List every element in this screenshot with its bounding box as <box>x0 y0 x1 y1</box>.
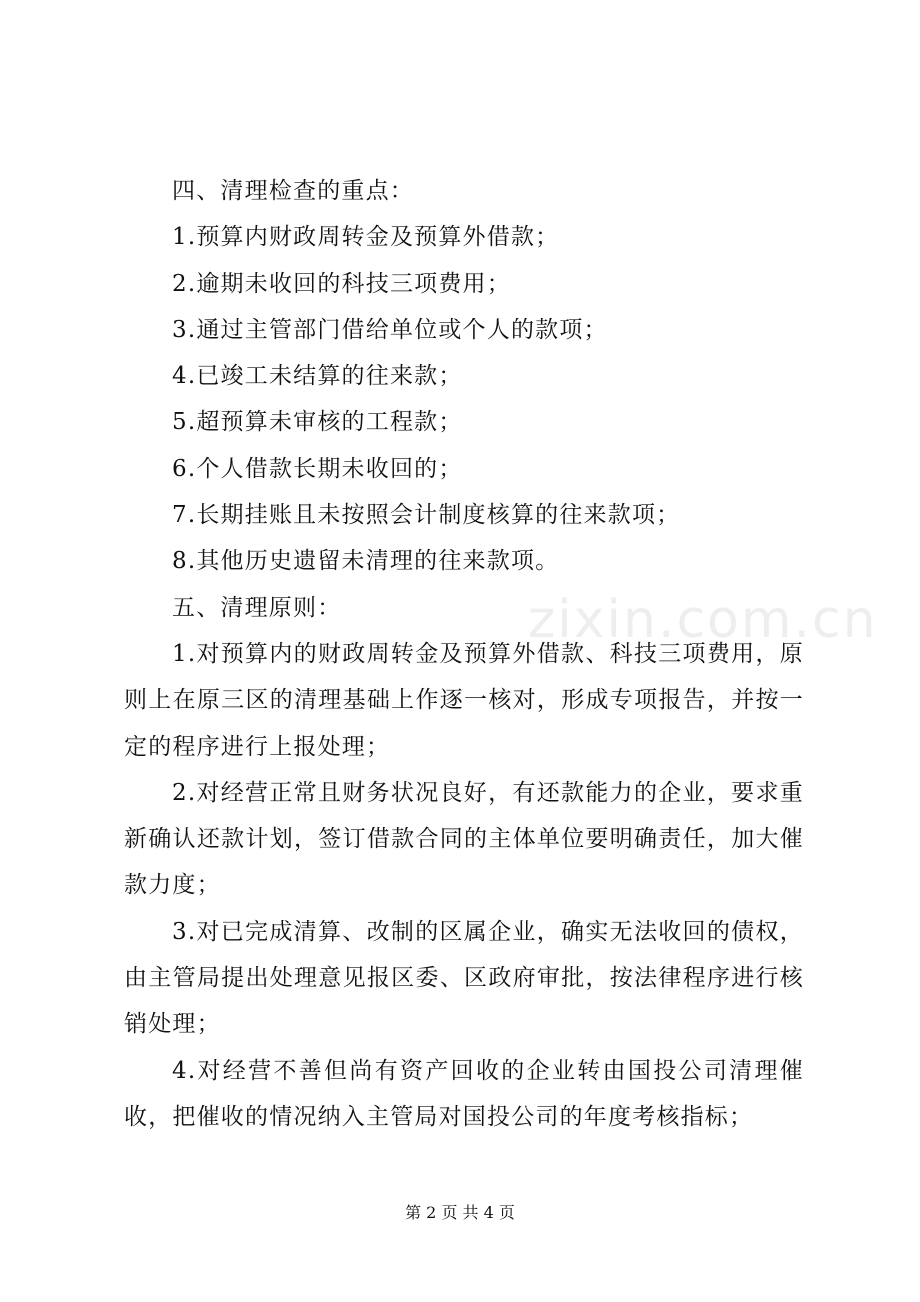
paragraph-item-4: 4.已竣工未结算的往来款； <box>172 363 463 390</box>
paragraph-section-5-heading: 五、清理原则： <box>172 594 342 621</box>
paragraph-item-5: 5.超预算未审核的工程款； <box>172 409 463 436</box>
paragraph-item-8: 8.其他历史遗留未清理的往来款项。 <box>172 548 560 575</box>
paragraph-section-4-heading: 四、清理检查的重点： <box>172 178 414 204</box>
paragraph-principle-3: 3.对已完成清算、改制的区属企业，确实无法收回的债权，由主管局提出处理意见报区委、区政府审批，按法律程序进行核销处理； <box>124 918 804 1038</box>
document-body <box>124 168 804 1140</box>
paragraph-principle-1: 1.对预算内的财政周转金及预算外借款、科技三项费用，原则上在原三区的清理基础上作逐一核对，形成专项报告，并按一定的程序进行上报处理； <box>124 640 804 760</box>
paragraph-principle-2: 2.对经营正常且财务状况良好，有还款能力的企业，要求重新确认还款计划，签订借款合同的主体单位要明确责任，加大催款力度； <box>124 779 804 899</box>
paragraph-item-7: 7.长期挂账且未按照会计制度核算的往来款项； <box>172 502 681 529</box>
paragraph-item-3: 3.通过主管部门借给单位或个人的款项； <box>172 316 608 343</box>
page-footer: 第 2 页 共 4 页 <box>405 1203 515 1222</box>
paragraph-principle-4: 4.对经营不善但尚有资产回收的企业转由国投公司清理催收，把催收的情况纳入主管局对国投公司的年度考核指标； <box>124 1057 804 1130</box>
paragraph-item-2: 2.逾期未收回的科技三项费用； <box>172 270 511 297</box>
paragraph-item-6: 6.个人借款长期未收回的； <box>172 455 463 482</box>
paragraph-item-1: 1.预算内财政周转金及预算外借款； <box>172 224 560 251</box>
watermark: zixin.com.cn <box>528 590 878 650</box>
